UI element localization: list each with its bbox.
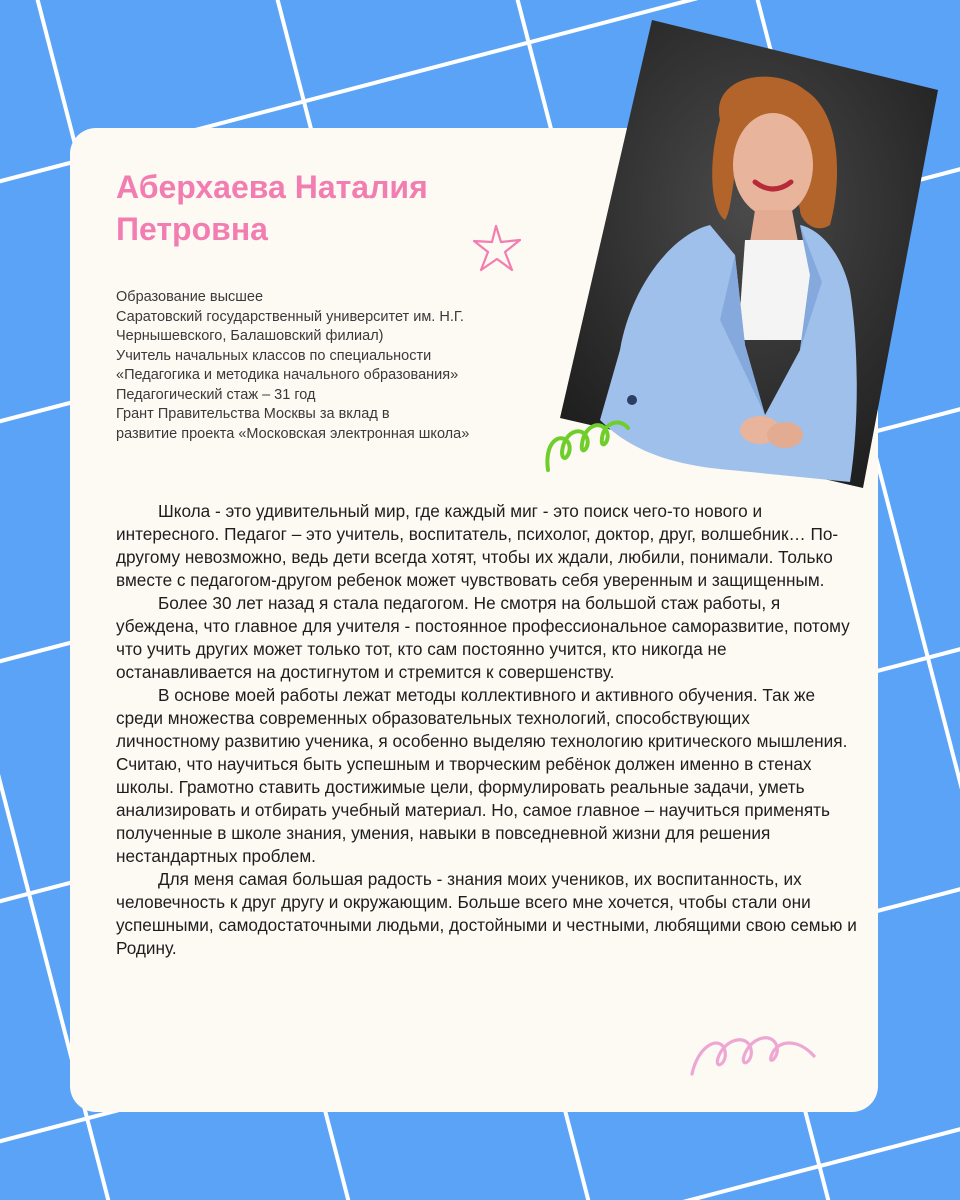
info-block [116,288,546,444]
info-line: Чернышевского, Балашовский филиал) [116,328,384,344]
pink-squiggle [688,1026,820,1086]
green-squiggle [540,412,640,476]
info-line: Учитель начальных классов по специальности [116,347,432,364]
paragraph: В основе моей работы лежат методы коллективного и активного обучения. Так же среди множества современных образовательных технологий, способствующих личностному развитию ученика, я особенно выделяю технологию критического мышления. Считаю, что научиться быть успешным и творческим ребёнок должен именно в стенах школы. Грамотно ставить достижимые цели, формулировать реальные задачи, уметь анализировать и отбирать учебный материал. Но, самое главное – научиться применять полученные в школе знания, умения, навыки в повседневной жизни для решения нестандартных проблем. [116,685,848,866]
star-icon [470,222,524,276]
paragraph: Для меня самая большая радость - знания моих учеников, их воспитанность, их человечность к друг другу и окружающим. Больше всего мне хочется, чтобы стали они успешными, самодостаточными людьми, достойными и честными, любящими свою семью и Родину. [116,869,857,958]
info-line: Саратовский государственный университет им. Н.Г. [116,308,464,325]
name-line-2: Петровна [116,211,268,247]
paragraph: Школа - это удивительный мир, где каждый миг - это поиск чего-то нового и интересного. Педагог – это учитель, воспитатель, психолог, доктор, друг, волшебник… По-другому невозможно, ведь дети всегда хотят, чтобы их ждали, любили, понимали. Только вместе с педагогом-другом ребенок может чувствовать себя уверенным и защищенным. [116,501,839,590]
info-line: Образование высшее [116,289,264,305]
name-line-1: Аберхаева Наталия [116,169,428,205]
info-line: «Педагогика и методика начального образования» [116,367,459,383]
info-line: развитие проекта «Московская электронная школа» [116,425,470,442]
paragraph: Более 30 лет назад я стала педагогом. Не смотря на большой стаж работы, я убеждена, что главное для учителя - постоянное профессиональное саморазвитие, потому что учить других может только тот, кто сам постоянно учится, кто никогда не останавливается на достигнутом и стремится к совершенству. [116,593,850,682]
body-text [116,500,858,960]
page-title [116,166,516,250]
info-line: Педагогический стаж – 31 год [116,386,316,403]
info-line: Грант Правительства Москвы за вклад в [116,406,390,422]
